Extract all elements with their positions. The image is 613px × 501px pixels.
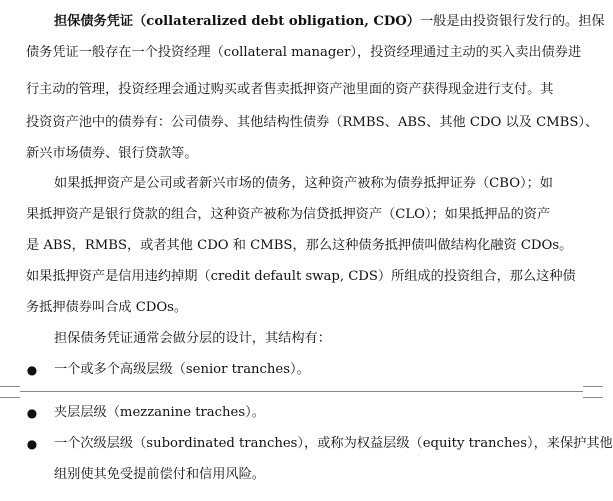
paragraph-1-line-5: 新兴市场债券、银行贷款等。	[26, 146, 198, 161]
paragraph-2-line-5: 务抵押债券叫合成 CDOs。	[26, 300, 188, 315]
paragraph-2-line-2: 果抵押资产是银行贷款的组合，这种资产被称为信贷抵押资产（CLO）；如果抵押品的资产	[26, 207, 551, 222]
paragraph-2-line-3: 是 ABS，RMBS，或者其他 CDO 和 CMBS，那么这种债务抵押债叫做结构化融资 CDOs。	[26, 238, 573, 253]
bullet-dot-3: ●	[26, 437, 38, 451]
paragraph-1-line-2: 债务凭证一般存在一个投资经理（collateral manager），投资经理通过主动的买入卖出债券进	[26, 45, 582, 60]
bullet-item-3-line-2: 组别使其免受提前偿付和信用风险。	[54, 467, 265, 482]
paragraph-3-line-1: 担保债务凭证通常会做分层的设计，其结构有：	[54, 331, 331, 346]
page-break-left-marker	[0, 386, 20, 398]
paragraph-1-line-1-rest: 一般是由投资银行发行的。担保	[419, 14, 605, 29]
page-break-separator	[0, 385, 603, 399]
bullet-item-3-line-1: 一个次级层级（subordinated tranches），或称为权益层级（equity tranches），来保护其他	[54, 436, 613, 451]
bullet-item-1: 一个或多个高级层级（senior tranches）。	[54, 362, 310, 377]
paragraph-1-line-4: 投资资产池中的债券有：公司债券、其他结构性债券（RMBS、ABS、其他 CDO 以及 CMBS）、	[26, 115, 599, 130]
bullet-dot-2: ●	[26, 406, 38, 420]
paragraph-2-line-4: 如果抵押资产是信用违约掉期（credit default swap, CDS）所组成的投资组合，那么这种债	[26, 269, 576, 284]
page-break-right-marker	[583, 386, 603, 398]
bullet-dot-1: ●	[26, 363, 38, 377]
page-break-line	[0, 391, 603, 392]
paragraph-1-line-3: 行主动的管理，投资经理会通过购买或者售卖抵押资产池里面的资产获得现金进行支付。其	[26, 82, 554, 97]
paragraph-1-line-1	[54, 12, 605, 32]
paragraph-2-line-1: 如果抵押资产是公司或者新兴市场的债务，这种资产被称为债券抵押证券（CBO）；如	[54, 176, 553, 191]
bullet-item-2: 夹层层级（mezzanine traches）。	[54, 405, 265, 420]
cdo-term-bold: 担保债务凭证（collateralized debt obligation, CDO）	[54, 14, 420, 29]
